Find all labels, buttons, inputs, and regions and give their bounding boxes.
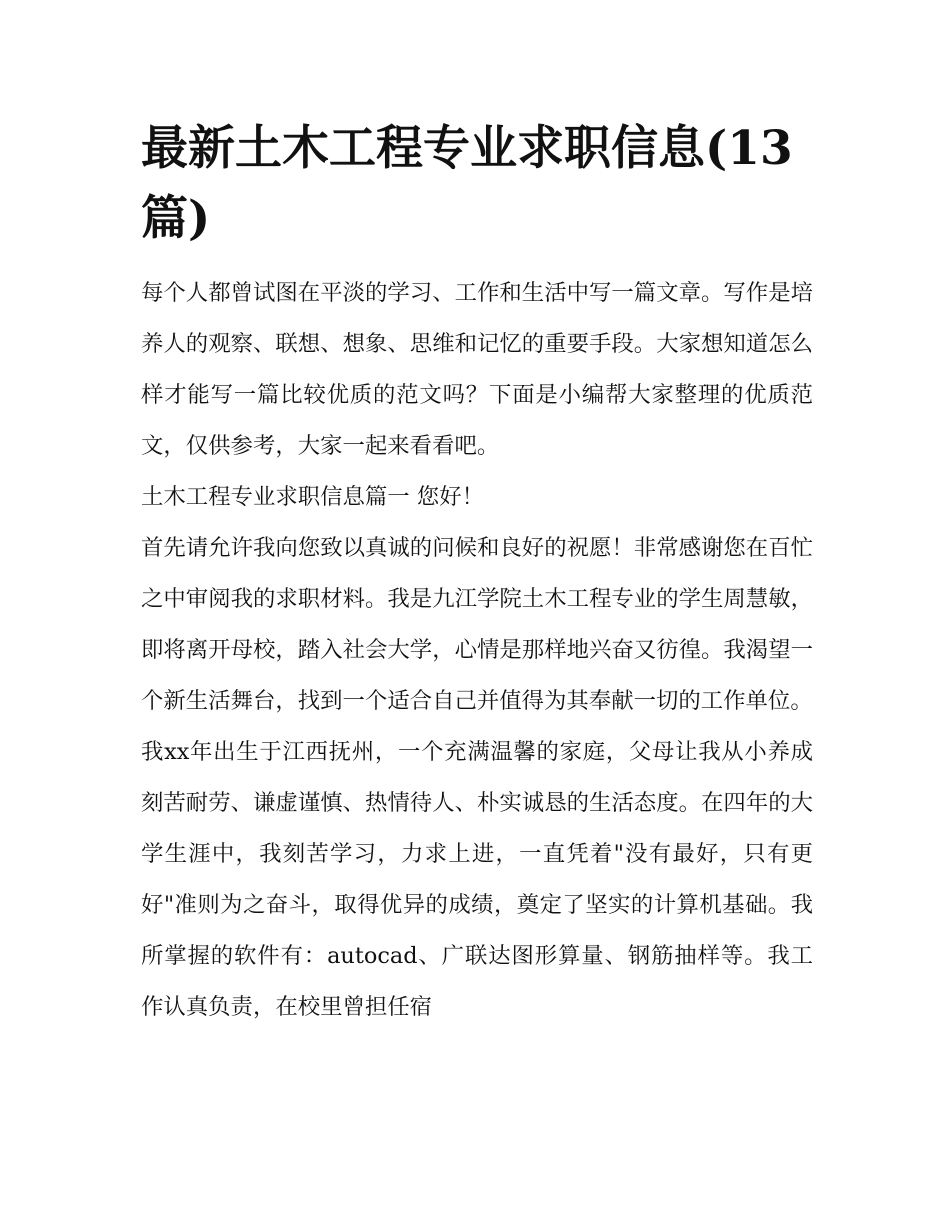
document-title: 最新土木工程专业求职信息(13篇) [141,121,793,246]
section-heading-paragraph: 土木工程专业求职信息篇一 您好！ [141,484,484,510]
document-page [141,114,813,1033]
intro-paragraph: 每个人都曾试图在平淡的学习、工作和生活中写一篇文章。写作是培养人的观察、联想、想象、思维和记忆的重要手段。大家想知道怎么样才能写一篇比较优质的范文吗？下面是小编帮大家整理的优质范文，仅供参考，大家一起来看看吧。 [141,280,813,459]
body-paragraph: 首先请允许我向您致以真诚的问候和良好的祝愿！非常感谢您在百忙之中审阅我的求职材料。我是九江学院土木工程专业的学生周慧敏，即将离开母校，踏入社会大学，心情是那样地兴奋又彷徨。我渴望一个新生活舞台，找到一个适合自己并值得为其奉献一切的工作单位。 [141,535,813,714]
body-paragraph: 我xx年出生于江西抚州，一个充满温馨的家庭，父母让我从小养成刻苦耐劳、谦虚谨慎、热情待人、朴实诚恳的生活态度。在四年的大学生涯中，我刻苦学习，力求上进，一直凭着"没有最好，只有更好"准则为之奋斗，取得优异的成绩，奠定了坚实的计算机基础。我所掌握的软件有：autocad、广联达图形算量、钢筋抽样等。我工作认真负责，在校里曾担任宿 [141,739,813,1020]
